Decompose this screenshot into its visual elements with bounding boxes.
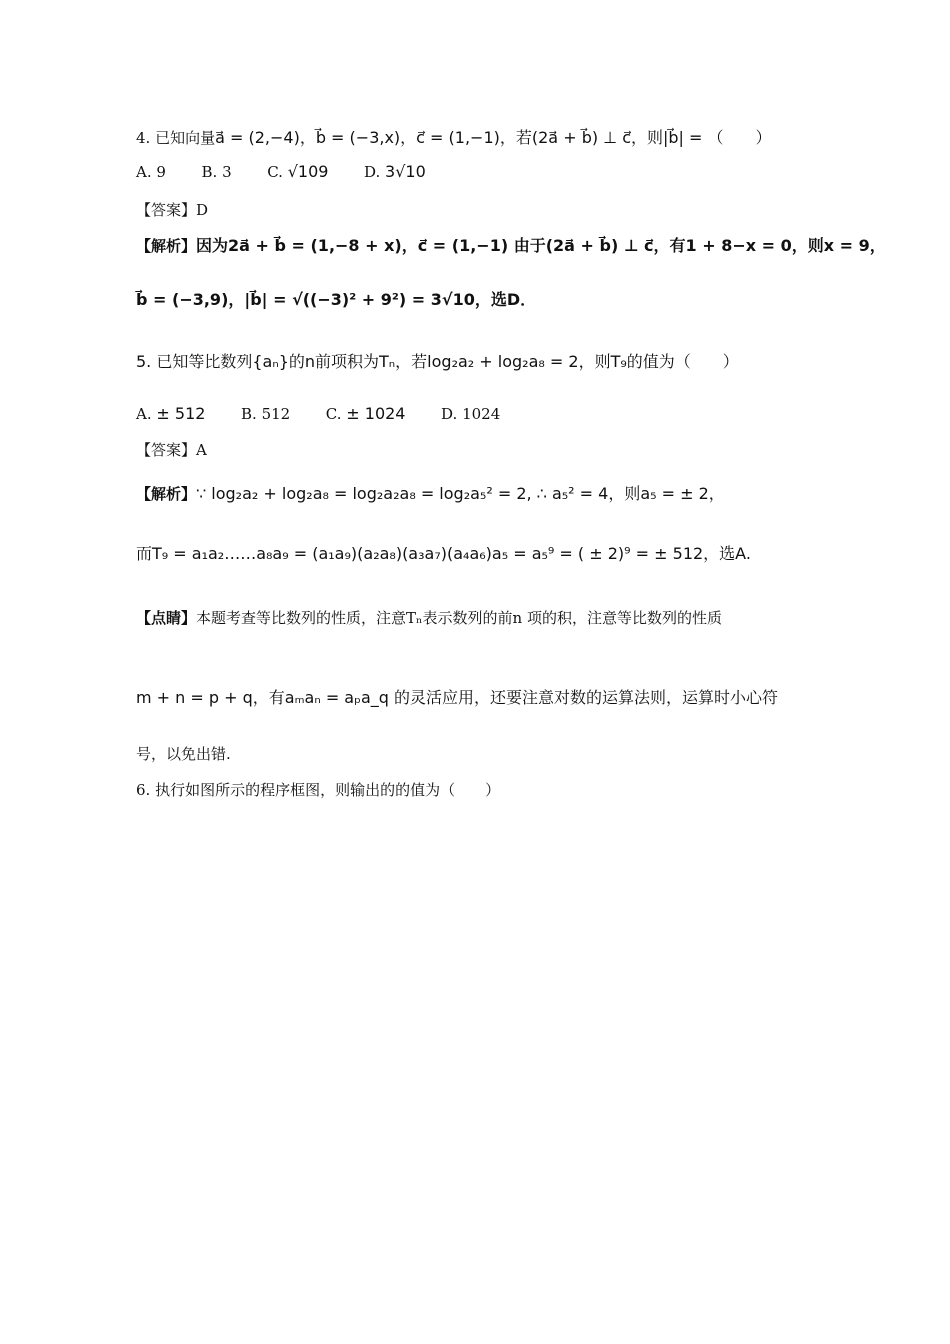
q4-option-c-label: C. <box>267 163 283 181</box>
q4-analysis-line1: 【解析】因为2a⃗ + b⃗ = (1,−8 + x)，c⃗ = (1,−1) 由于(2a⃗ + b⃗) ⊥ c⃗，有1 + 8−x = 0，则x = 9， <box>136 236 886 255</box>
q5-answer-value: A <box>196 441 207 459</box>
q4-options <box>136 162 426 182</box>
q5-answer <box>136 440 207 460</box>
q4-stem-prefix: 4. 已知向量 <box>136 129 216 147</box>
q5-remark-line1: 【点睛】本题考查等比数列的性质，注意Tₙ表示数列的前n 项的积，注意等比数列的性质 <box>136 609 722 627</box>
q5-analysis-line2: 而T₉ = a₁a₂……a₈a₉ = (a₁a₉)(a₂a₈)(a₃a₇)(a₄a₆)a₅ = a₅⁹ = ( ± 2)⁹ = ± 512，选A. <box>136 544 751 563</box>
q4-answer-label: 【答案】 <box>136 201 197 219</box>
q5-remark-line3: 号，以免出错. <box>136 745 231 763</box>
q5-options <box>136 404 500 424</box>
q5-answer-label: 【答案】 <box>136 441 197 459</box>
q5-option-b-label: B. <box>240 405 257 423</box>
q4-option-c: √109 <box>287 162 329 181</box>
q5-option-a-label: A. <box>136 405 152 423</box>
q5-remark-label: 【点睛】 <box>136 609 197 627</box>
q5-option-b: 512 <box>261 405 291 423</box>
q4-analysis-label: 【解析】 <box>136 237 197 255</box>
q4-option-b-label: B. <box>201 163 218 181</box>
q4-answer <box>136 200 208 220</box>
q5-analysis-line1: 【解析】∵ log₂a₂ + log₂a₈ = log₂a₂a₈ = log₂a₅² = 2, ∴ a₅² = 4，则a₅ = ± 2， <box>136 484 725 503</box>
q5-option-d-label: D. <box>441 405 458 423</box>
q5-option-c-label: C. <box>325 405 342 423</box>
q5-analysis-label: 【解析】 <box>136 485 197 503</box>
q6-stem: 6. 执行如图所示的程序框图，则输出的的值为（ ） <box>136 781 501 799</box>
q4-option-d-label: D. <box>363 163 381 181</box>
q5-option-c: ± 1024 <box>346 404 406 423</box>
q4-option-b: 3 <box>222 163 232 181</box>
q4-option-d: 3√10 <box>385 162 426 181</box>
q4-stem <box>136 128 772 148</box>
q4-analysis-line2: b⃗ = (−3,9)，|b⃗| = √((−3)² + 9²) = 3√10，选D． <box>136 290 537 309</box>
q5-stem: 5. 已知等比数列{aₙ}的n前项积为Tₙ，若log₂a₂ + log₂a₈ = 2，则T₉的值为（ ） <box>136 352 739 371</box>
q5-option-a: ± 512 <box>156 404 206 423</box>
q4-stem-math: a⃗ = (2,−4)，b⃗ = (−3,x)，c⃗ = (1,−1)，若(2a⃗ + b⃗) ⊥ c⃗，则|b⃗| = （ ） <box>215 128 772 147</box>
q4-answer-value: D <box>196 201 209 219</box>
q5-remark-line2: m + n = p + q，有aₘaₙ = aₚa_q 的灵活应用，还要注意对数的运算法则，运算时小心符 <box>136 688 779 707</box>
q4-option-a-label: A. <box>136 163 152 181</box>
q5-option-d: 1024 <box>462 405 501 423</box>
q4-option-a: 9 <box>156 163 166 181</box>
